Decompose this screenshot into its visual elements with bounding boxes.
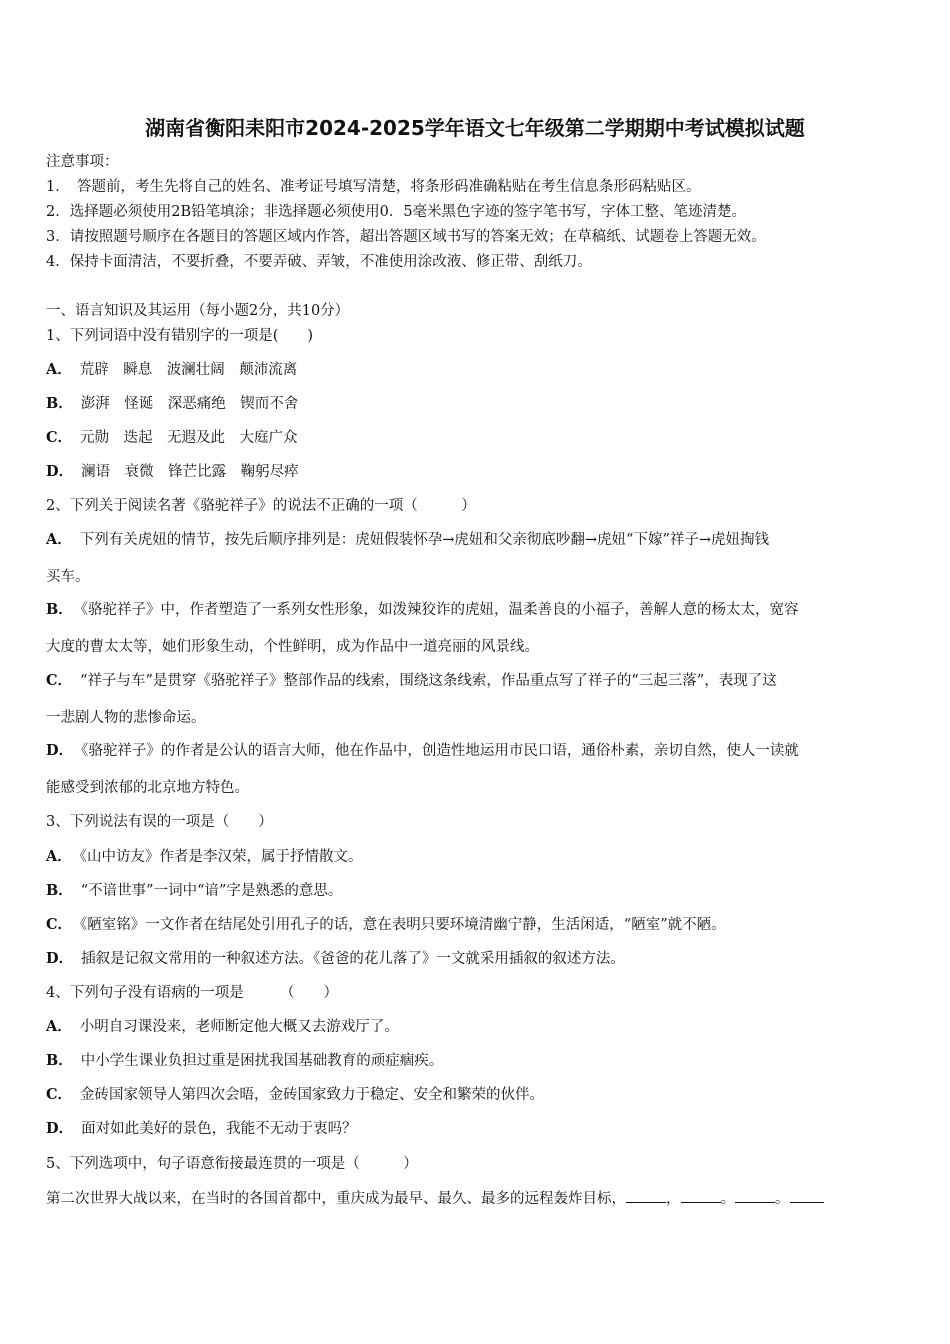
notice-item-2: 2．选择题必须使用2B铅笔填涂；非选择题必须使用0．5毫米黑色字迹的签字笔书写，字体工整、笔迹清楚。	[46, 204, 747, 220]
question-4-option-d	[46, 1119, 908, 1139]
option-text: 小明自习课没来，老师断定他大概又去游戏厅了。	[79, 1019, 399, 1035]
question-3-option-d	[46, 949, 908, 969]
section-heading: 一、语言知识及其运用（每小题2分，共10分）	[46, 303, 350, 319]
option-key: D．	[46, 742, 74, 759]
notice-heading: 注意事项：	[46, 154, 119, 170]
question-1-option-a	[46, 360, 908, 380]
option-text: “不谙世事”一词中“谙”字是熟悉的意思。	[80, 883, 343, 899]
option-key: B．	[46, 1052, 73, 1069]
option-key: C．	[46, 916, 73, 933]
option-key: D．	[46, 463, 74, 480]
option-text: 金砖国家领导人第四次会晤，金砖国家致力于稳定、安全和繁荣的伙伴。	[80, 1087, 545, 1103]
question-2-option-a	[46, 530, 908, 550]
option-key: A．	[46, 848, 72, 865]
option-text: 澎湃 怪诞 深恶痛绝 锲而不舍	[80, 396, 299, 412]
option-key: B．	[46, 601, 73, 618]
question-2-option-c-cont: 一悲剧人物的悲惨命运。	[46, 710, 206, 726]
separator: 。	[720, 1191, 735, 1207]
option-key: D．	[46, 950, 74, 967]
option-text: 元勋 迭起 无遐及此 大庭广众	[80, 430, 298, 446]
question-4-stem: 4、下列句子没有语病的一项是 （ ）	[46, 985, 338, 1001]
question-3-option-b	[46, 881, 908, 901]
option-key: A．	[46, 1018, 72, 1035]
question-2-option-b	[46, 600, 908, 620]
question-2-option-d-cont: 能感受到浓郁的北京地方特色。	[46, 780, 249, 796]
option-key: D．	[46, 1120, 74, 1137]
option-text: 面对如此美好的景色，我能不无动于衷吗？	[81, 1121, 357, 1137]
notice-item-1: 1． 答题前，考生先将自己的姓名、准考证号填写清楚，将条形码准确粘贴在考生信息条形码粘贴区。	[46, 179, 701, 195]
option-text: 《骆驼祥子》中，作者塑造了一系列女性形象，如泼辣狡诈的虎妞，温柔善良的小福子，善解人意的杨太太，宽容	[80, 602, 799, 618]
question-5-stem: 5、下列选项中，句子语意衔接最连贯的一项是（ ）	[46, 1156, 418, 1172]
option-text: 下列有关虎妞的情节，按先后顺序排列是：虎妞假装怀孕→虎妞和父亲彻底吵翻→虎妞“下嫁”祥子→虎妞掏钱	[79, 532, 770, 548]
fill-blank-3	[735, 1188, 775, 1203]
question-1-option-c	[46, 428, 908, 448]
option-key: B．	[46, 395, 73, 412]
question-4-option-b	[46, 1051, 908, 1071]
notice-item-4: 4．保持卡面清洁，不要折叠，不要弄破、弄皱，不准使用涂改液、修正带、刮纸刀。	[46, 254, 592, 270]
question-1-stem: 1、下列词语中没有错别字的一项是( )	[46, 328, 314, 344]
fill-blank-4	[790, 1188, 824, 1203]
question-5-passage	[46, 1188, 908, 1209]
option-key: A．	[46, 361, 72, 378]
question-3-stem: 3、下列说法有误的一项是（ ）	[46, 814, 273, 830]
question-3-option-c	[46, 915, 908, 935]
fill-blank-2	[681, 1188, 721, 1203]
option-text: 插叙是记叙文常用的一种叙述方法。《爸爸的花儿落了》一文就采用插叙的叙述方法。	[81, 951, 625, 967]
question-3-option-a	[46, 847, 908, 867]
notice-item-3: 3．请按照题号顺序在各题目的答题区域内作答，超出答题区域书写的答案无效；在草稿纸、试题卷上答题无效。	[46, 229, 766, 245]
option-text: 中小学生课业负担过重是困扰我国基础教育的顽症痼疾。	[80, 1053, 444, 1069]
question-2-option-b-cont: 大度的曹太太等，她们形象生动，个性鲜明，成为作品中一道亮丽的风景线。	[46, 639, 539, 655]
passage-text: 第二次世界大战以来，在当时的各国首都中，重庆成为最早、最久、最多的远程轰炸目标，	[46, 1191, 626, 1207]
option-text: 《山中访友》作者是李汉荣，属于抒情散文。	[79, 849, 363, 865]
option-key: A．	[46, 531, 72, 548]
option-text: 澜语 衰微 锋芒比露 鞠躬尽瘁	[81, 464, 299, 480]
option-text: 荒辟 瞬息 波澜壮阔 颠沛流离	[79, 362, 298, 378]
question-1-option-d	[46, 462, 908, 482]
question-2-option-d	[46, 741, 908, 761]
question-2-option-a-cont: 买车。	[46, 569, 90, 585]
option-key: C．	[46, 429, 73, 446]
question-4-option-a	[46, 1017, 908, 1037]
separator: 。	[775, 1191, 790, 1207]
option-text: 《陋室铭》一文作者在结尾处引用孔子的话，意在表明只要环境清幽宁静，生活闲适，“陋室”就不陋。	[80, 917, 726, 933]
page-title: 湖南省衡阳耒阳市2024-2025学年语文七年级第二学期期中考试模拟试题	[145, 116, 805, 140]
question-2-stem: 2、下列关于阅读名著《骆驼祥子》的说法不正确的一项（ ）	[46, 498, 476, 514]
option-key: B．	[46, 882, 73, 899]
question-1-option-b	[46, 394, 908, 414]
separator: ，	[666, 1191, 681, 1207]
option-text: “祥子与车”是贯穿《骆驼祥子》整部作品的线索，围绕这条线索，作品重点写了祥子的“三起三落”，表现了这	[80, 673, 777, 689]
option-key: C．	[46, 672, 73, 689]
question-2-option-c	[46, 671, 908, 691]
fill-blank-1	[626, 1188, 666, 1203]
option-text: 《骆驼祥子》的作者是公认的语言大师，他在作品中，创造性地运用市民口语，通俗朴素，亲切自然，使人一读就	[81, 743, 799, 759]
option-key: C．	[46, 1086, 73, 1103]
question-4-option-c	[46, 1085, 908, 1105]
